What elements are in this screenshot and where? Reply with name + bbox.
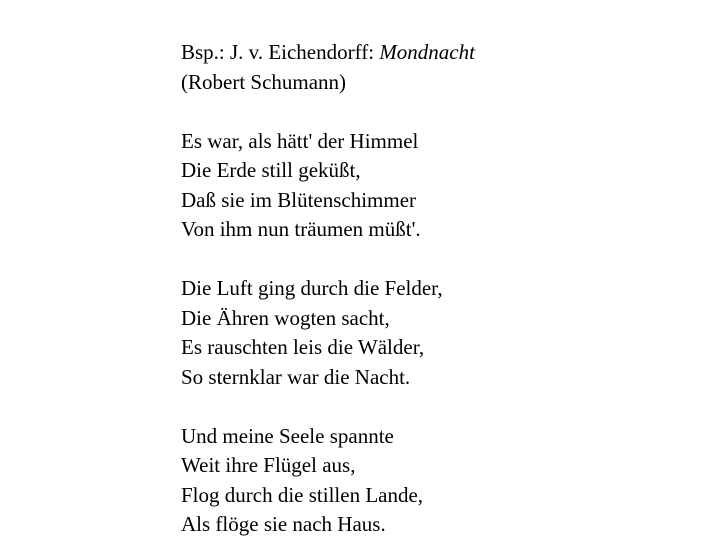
poem-text-block [181,38,701,540]
verse-line: Die Luft ging durch die Felder, [181,276,443,300]
verse-line: Die Erde still geküßt, [181,158,361,182]
verse-line: Von ihm nun träumen müßt'. [181,217,421,241]
stanza-1 [181,127,701,245]
verse-line: Weit ihre Flügel aus, [181,453,356,477]
stanza-2 [181,274,701,392]
verse-line: Die Ähren wogten sacht, [181,305,390,330]
stanza-3 [181,422,701,540]
work-title: Mondnacht [379,40,475,64]
stanza-gap [181,245,701,275]
verse-line: Als flöge sie nach Haus. [181,512,386,536]
verse-line: So sternklar war die Nacht. [181,364,411,389]
composer-line: (Robert Schumann) [181,69,347,94]
verse-line: Und meine Seele spannte [181,423,394,448]
verse-line: Daß sie im Blütenschimmer [181,187,417,212]
verse-line: Flog durch die stillen Lande, [181,482,424,507]
header-prefix: Bsp.: J. v. Eichendorff: [181,40,380,64]
verse-line: Es war, als hätt' der Himmel [181,128,419,153]
stanza-gap [181,97,701,127]
header-line [181,38,701,68]
stanza-gap [181,392,701,422]
verse-line: Es rauschten leis die Wälder, [181,335,425,359]
